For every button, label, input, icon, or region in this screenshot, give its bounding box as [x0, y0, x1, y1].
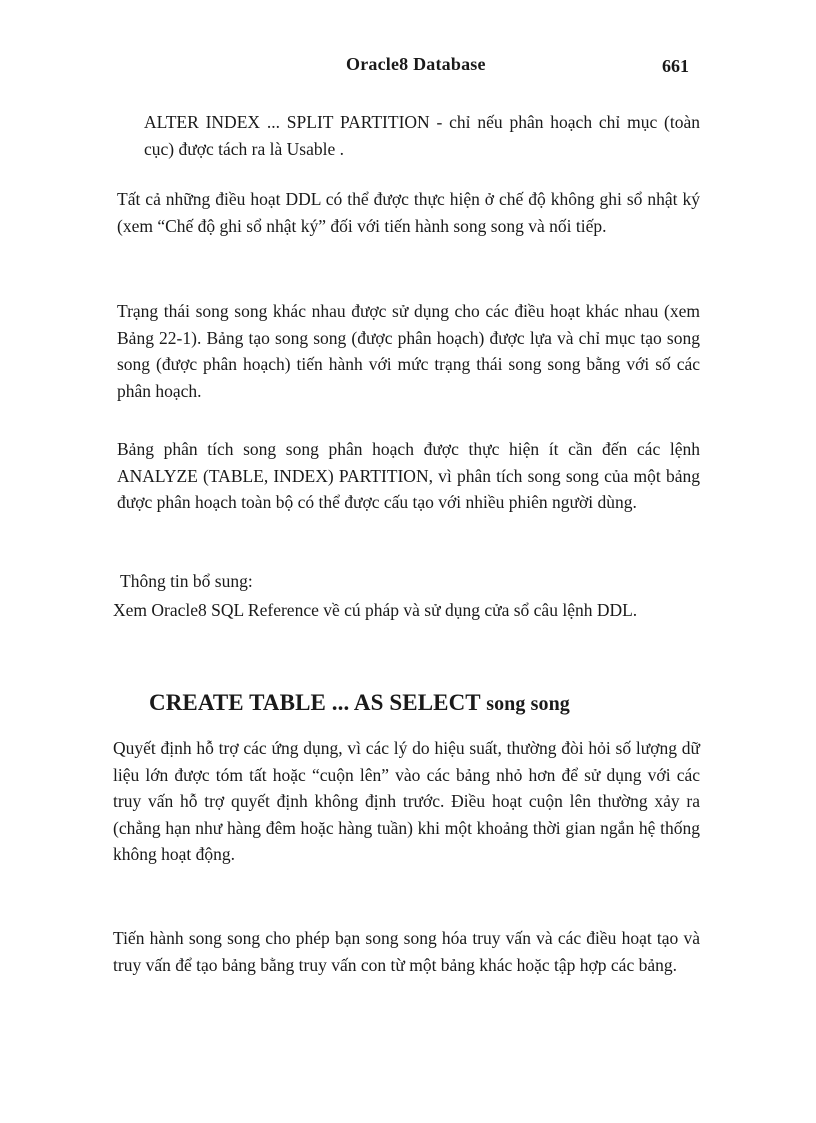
paragraph-parallel-degree: Trạng thái song song khác nhau được sử dụng cho các điều hoạt khác nhau (xem Bảng 22-1). Bảng tạo song song (được phân hoạch) được lựa và chỉ mục tạo song song (được phân hoạch) tiến hành với mức trạng thái song song bằng với số các phân hoạch.	[117, 301, 700, 401]
paragraph-analyze-partition: Bảng phân tích song song phân hoạch được thực hiện ít cần đến các lệnh ANALYZE (TABLE, INDEX) PARTITION, vì phân tích song song của một bảng được phân hoạch toàn bộ có thể được cấu tạo với nhiều phiên người dùng.	[117, 439, 700, 512]
paragraph-parallel-execution: Tiến hành song song cho phép bạn song song hóa truy vấn và các điều hoạt tạo và truy vấn để tạo bảng bằng truy vấn con từ một bảng khác hoặc tập hợp các bảng.	[113, 928, 700, 975]
section-heading-main: CREATE TABLE ... AS SELECT	[149, 690, 481, 715]
paragraph-ddl-logging: Tất cả những điều hoạt DDL có thể được thực hiện ở chế độ không ghi sổ nhật ký (xem “Chế độ ghi sổ nhật ký” đối với tiến hành song song và nối tiếp.	[117, 189, 700, 236]
note-text: Xem Oracle8 SQL Reference về cú pháp và sử dụng cửa sổ câu lệnh DDL.	[113, 600, 638, 620]
section-heading-suffix: song song	[486, 693, 570, 715]
section-heading	[149, 690, 570, 716]
running-header: Oracle8 Database	[346, 54, 486, 74]
indented-list-item: ALTER INDEX ... SPLIT PARTITION - chỉ nếu phân hoạch chỉ mục (toàn cục) được tách ra là Usable .	[144, 112, 700, 159]
paragraph-decision-support: Quyết định hỗ trợ các ứng dụng, vì các lý do hiệu suất, thường đòi hỏi số lượng dữ liệu lớn được tóm tất hoặc “cuộn lên” vào các bảng nhỏ hơn để sử dụng với các truy vấn hỗ trợ quyết định không định trước. Điều hoạt cuộn lên thường xảy ra (chẳng hạn như hàng đêm hoặc hàng tuần) khi một khoảng thời gian ngắn hệ thống không hoạt động.	[113, 738, 700, 864]
note-label: Thông tin bổ sung:	[120, 571, 253, 591]
page-number: 661	[662, 56, 689, 76]
